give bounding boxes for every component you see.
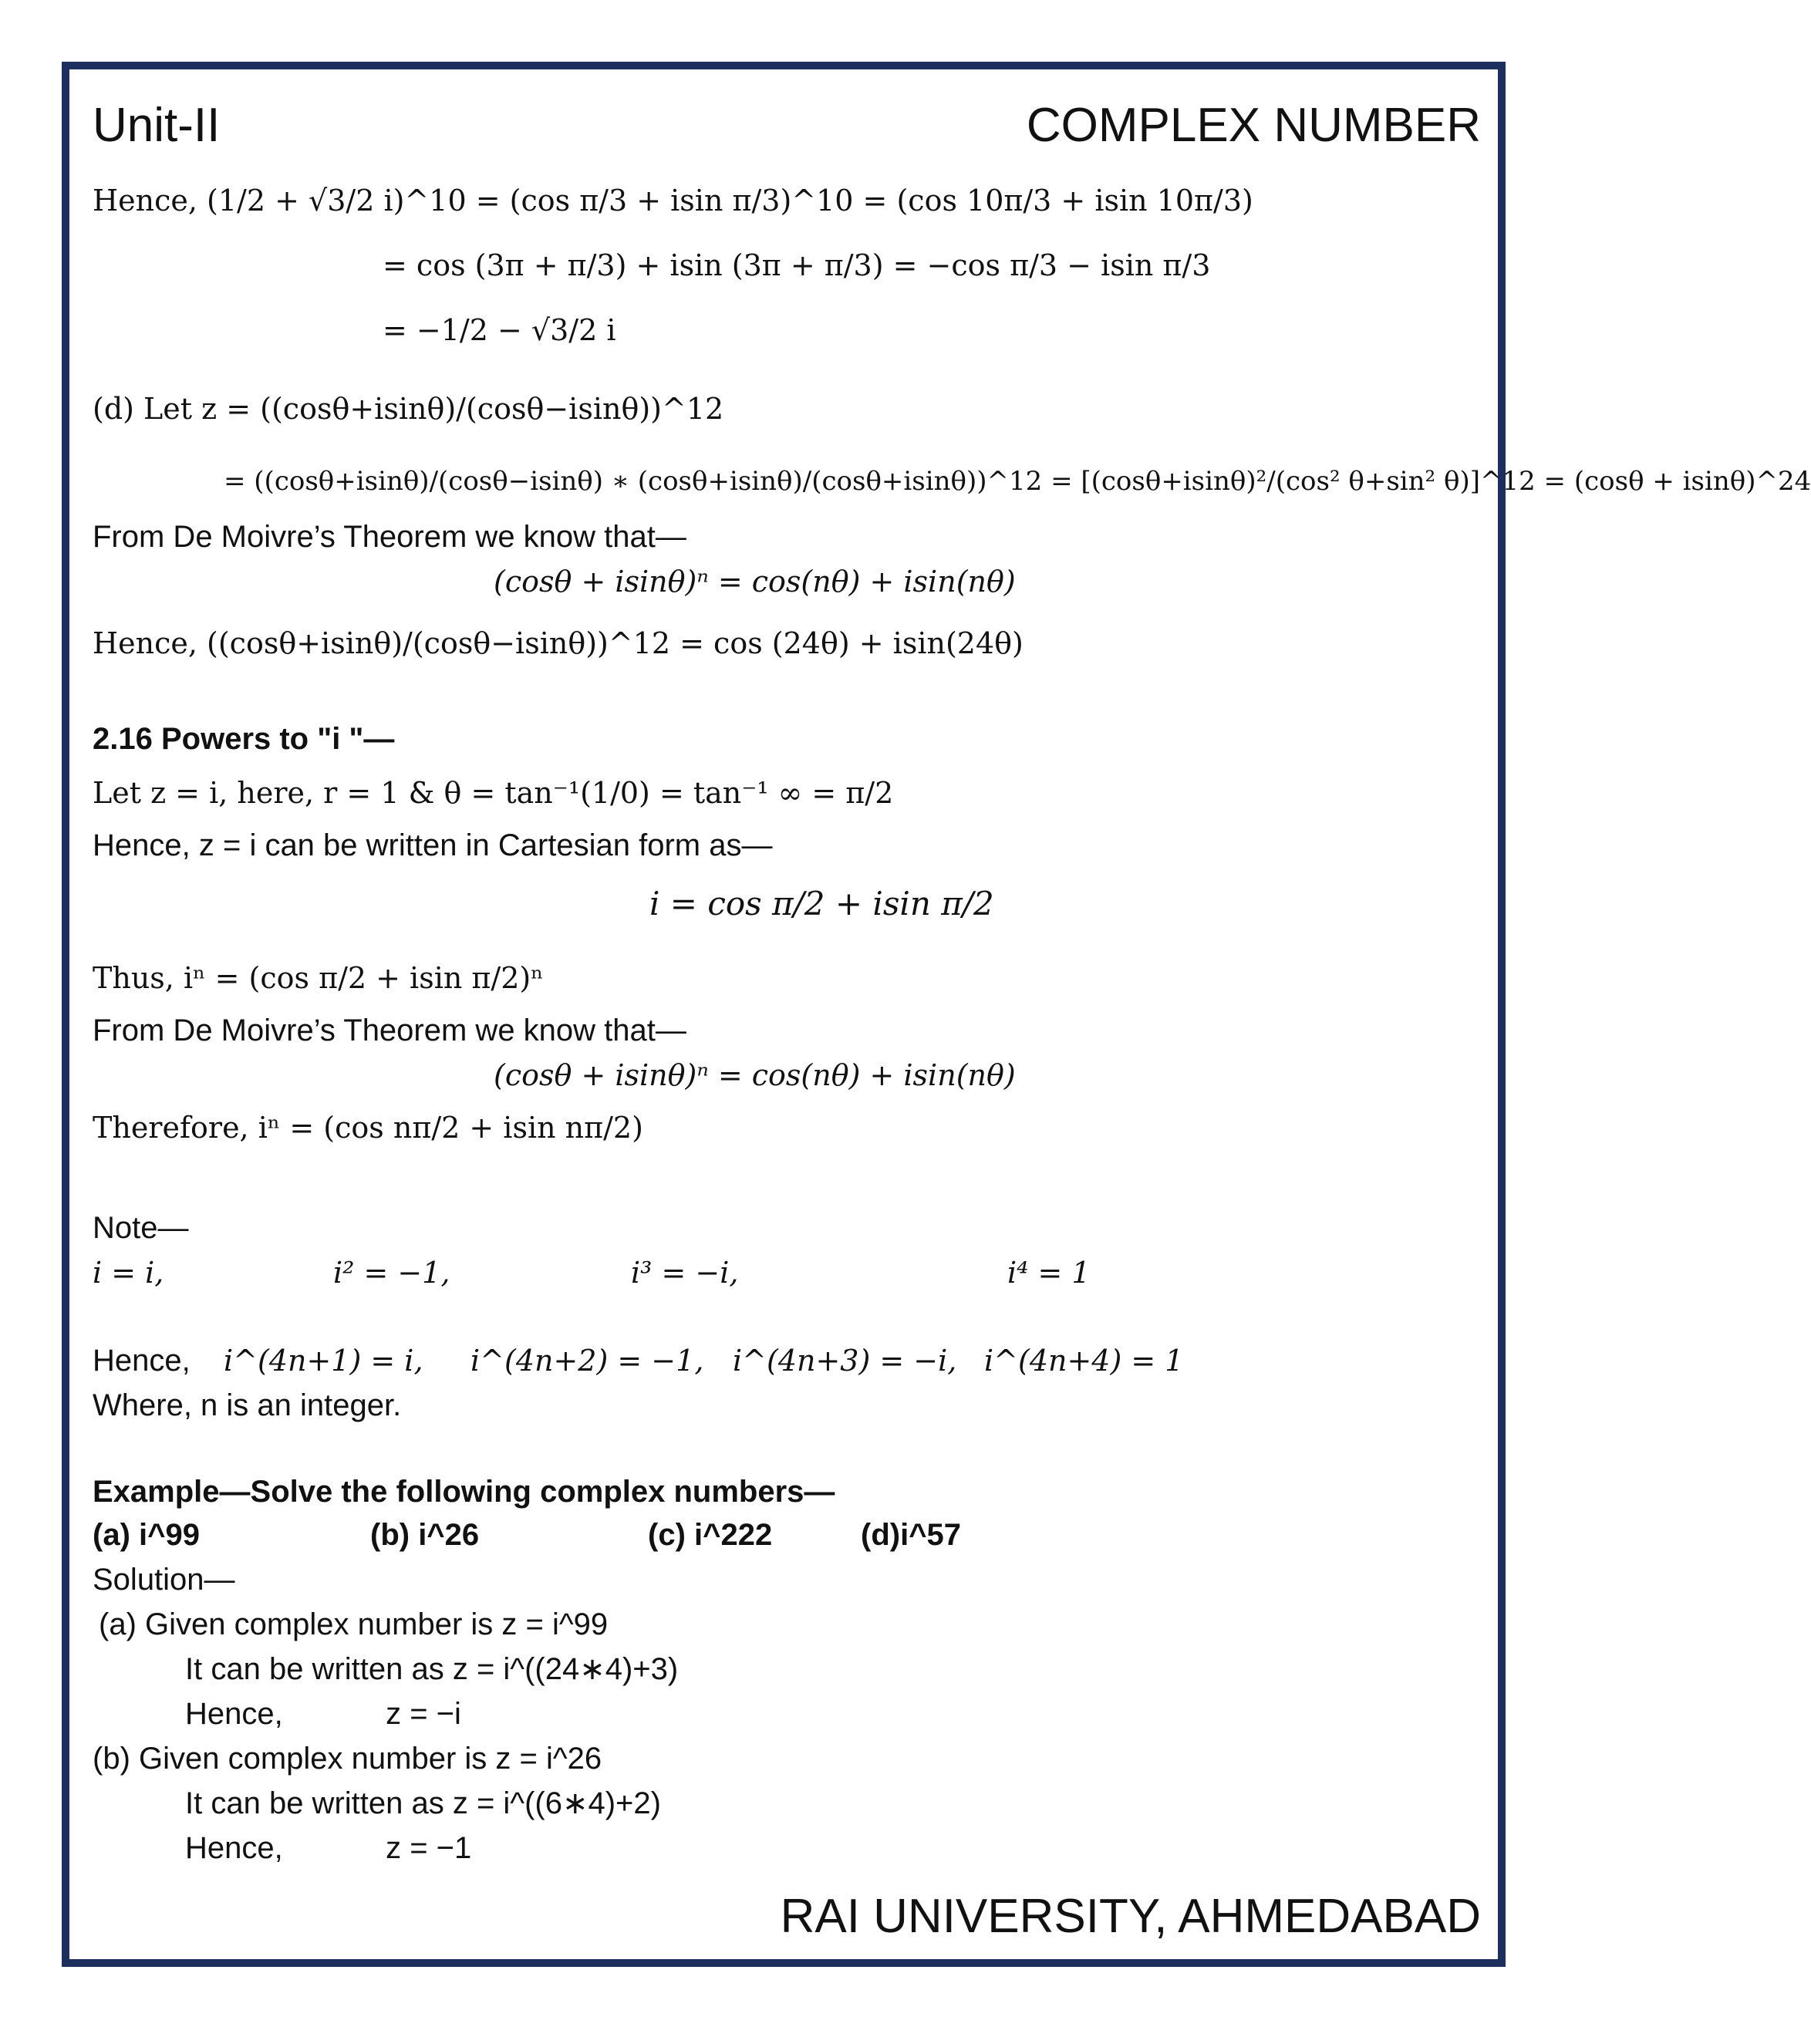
hence-item-4: i^(4n+4) = 1 xyxy=(984,1344,1184,1378)
note-label: Note— xyxy=(93,1211,189,1245)
equation-c-line-1: Hence, (1/2 + √3/2 i)^10 = (cos π/3 + isin π/3)^10 = (cos 10π/3 + isin 10π/3) xyxy=(93,184,1253,218)
example-item-c: (c) i^222 xyxy=(648,1518,773,1552)
demoivre-intro-2: From De Moivre’s Theorem we know that— xyxy=(93,1014,686,1047)
solution-a-line-3: Hence, z = −i xyxy=(185,1697,461,1731)
equation-d-line-1: (d) Let z = ((cosθ+isinθ)/(cosθ−isinθ))^12 xyxy=(93,392,724,426)
example-item-a: (a) i^99 xyxy=(93,1518,200,1552)
solution-b-line-3: Hence, z = −1 xyxy=(185,1831,472,1865)
solution-b-line-2: It can be written as z = i^((6∗4)+2) xyxy=(185,1786,661,1820)
where-line: Where, n is an integer. xyxy=(93,1388,402,1422)
equation-c-line-3: = −1/2 − √3/2 i xyxy=(383,313,616,347)
example-heading: Example—Solve the following complex numbers— xyxy=(93,1475,835,1509)
hence-item-1: i^(4n+1) = i, xyxy=(224,1344,423,1378)
therefore-line: Therefore, iⁿ = (cos nπ/2 + isin nπ/2) xyxy=(93,1111,643,1145)
equation-d-line-2: = ((cosθ+isinθ)/(cosθ−isinθ) ∗ (cosθ+isinθ)/(cosθ+isinθ))^12 = [(cosθ+isinθ)²/(cos² θ+sin² θ)]^12 = (cosθ + isinθ)^24 xyxy=(224,466,1811,497)
solution-b-line-1: (b) Given complex number is z = i^26 xyxy=(93,1742,602,1776)
unit-label: Unit-II xyxy=(93,99,221,152)
hence-label: Hence, xyxy=(93,1344,191,1378)
note-item-3: i³ = −i, xyxy=(631,1256,739,1290)
thus-line: Thus, iⁿ = (cos π/2 + isin π/2)ⁿ xyxy=(93,961,544,995)
equation-c-line-2: = cos (3π + π/3) + isin (3π + π/3) = −cos π/3 − isin π/3 xyxy=(383,248,1211,282)
section-heading: 2.16 Powers to "i "— xyxy=(93,722,395,756)
powers-line-2: Hence, z = i can be written in Cartesian form as— xyxy=(93,828,773,862)
note-item-2: i² = −1, xyxy=(333,1256,450,1290)
footer-institution: RAI UNIVERSITY, AHMEDABAD xyxy=(780,1890,1481,1943)
solution-a-line-2: It can be written as z = i^((24∗4)+3) xyxy=(185,1652,679,1686)
powers-line-1: Let z = i, here, r = 1 & θ = tan⁻¹(1/0) = tan⁻¹ ∞ = π/2 xyxy=(93,776,894,810)
demoivre-formula: (cosθ + isinθ)ⁿ = cos(nθ) + isin(nθ) xyxy=(494,565,1016,599)
demoivre-formula-2: (cosθ + isinθ)ⁿ = cos(nθ) + isin(nθ) xyxy=(494,1058,1016,1092)
chapter-title: COMPLEX NUMBER xyxy=(1026,99,1481,152)
hence-item-3: i^(4n+3) = −i, xyxy=(733,1344,957,1378)
equation-d-result: Hence, ((cosθ+isinθ)/(cosθ−isinθ))^12 = cos (24θ) + isin(24θ) xyxy=(93,626,1024,660)
hence-item-2: i^(4n+2) = −1, xyxy=(470,1344,704,1378)
note-item-1: i = i, xyxy=(93,1256,164,1290)
example-item-b: (b) i^26 xyxy=(370,1518,480,1552)
solution-label: Solution— xyxy=(93,1563,235,1597)
example-item-d: (d)i^57 xyxy=(861,1518,962,1552)
note-item-4: i⁴ = 1 xyxy=(1007,1256,1091,1290)
powers-formula: i = cos π/2 + isin π/2 xyxy=(649,885,994,922)
solution-a-line-1: (a) Given complex number is z = i^99 xyxy=(99,1607,609,1641)
demoivre-intro: From De Moivre’s Theorem we know that— xyxy=(93,520,686,554)
